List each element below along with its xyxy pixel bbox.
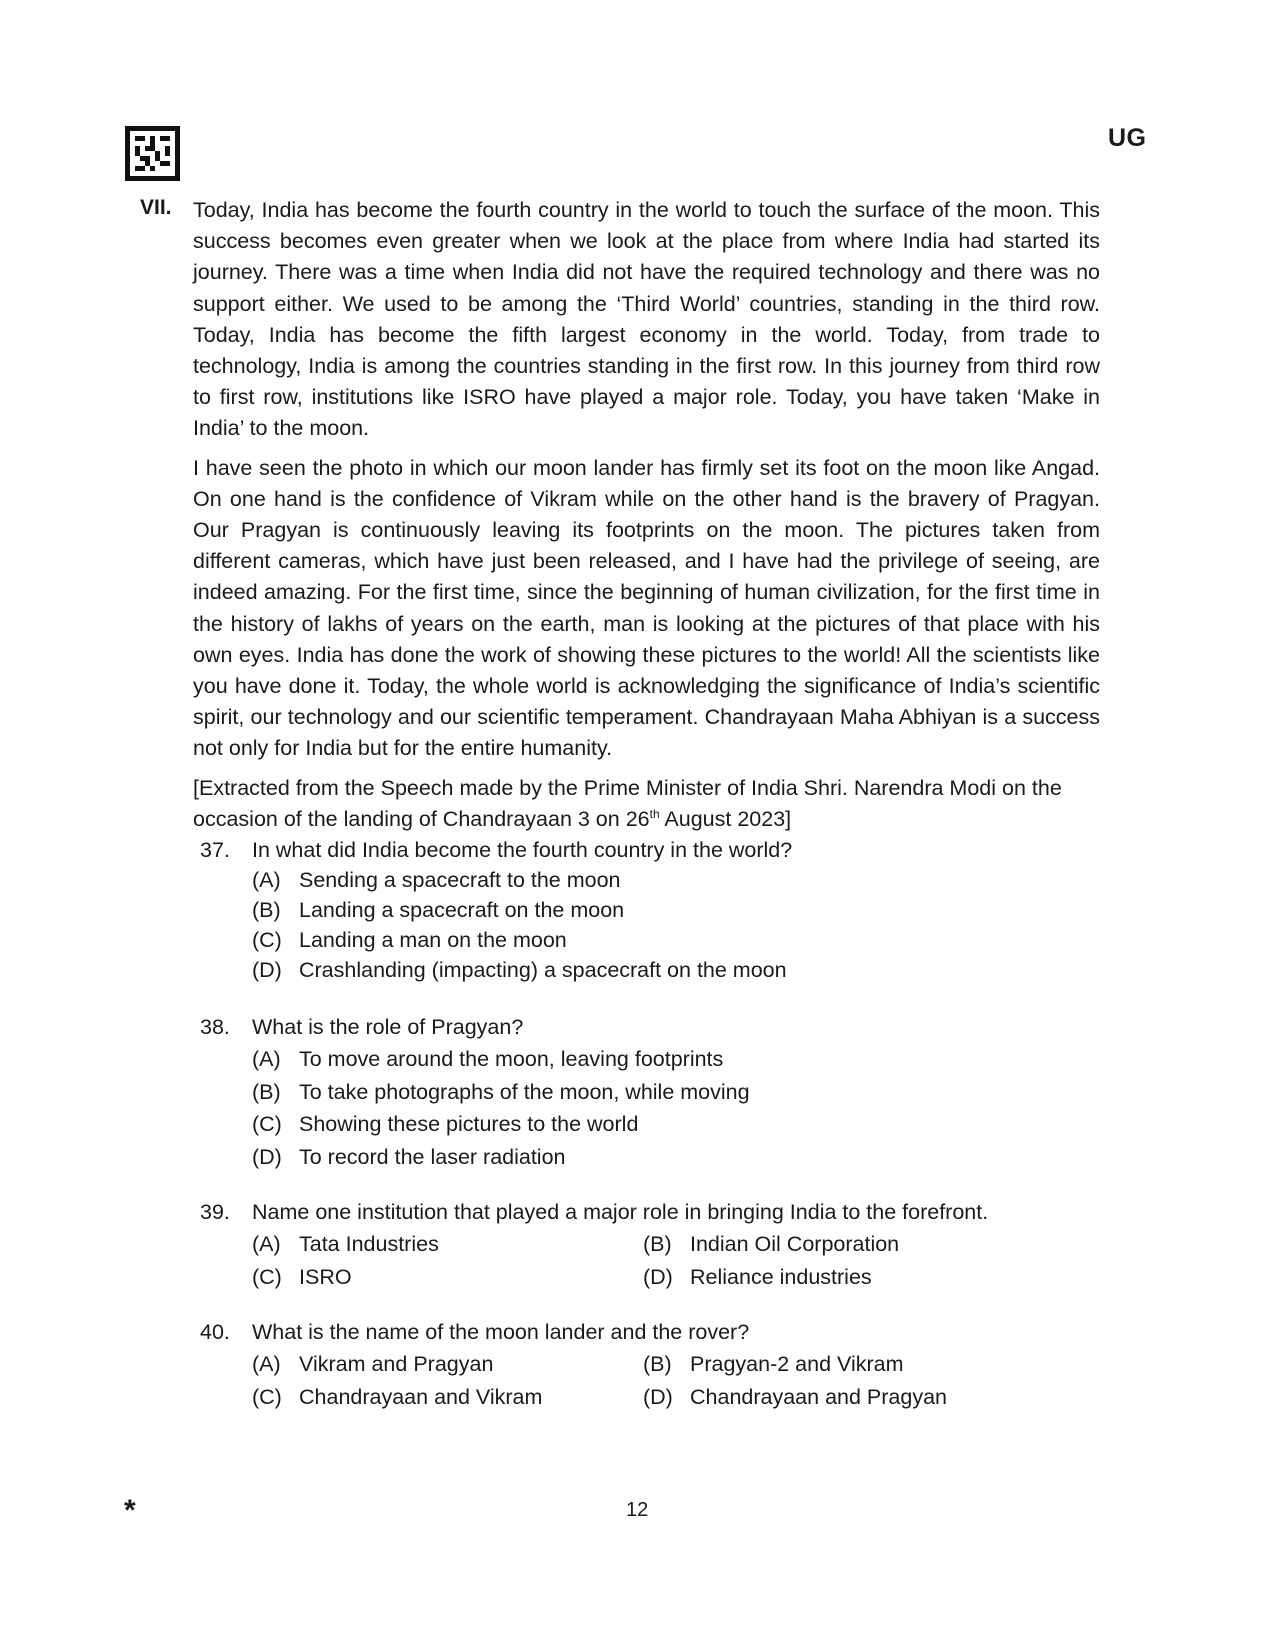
option-text: Indian Oil Corporation	[690, 1232, 900, 1256]
option-text: Crashlanding (impacting) a spacecraft on the moon	[299, 958, 787, 982]
option-text: To move around the moon, leaving footprints	[299, 1047, 724, 1071]
reading-passage	[193, 195, 1100, 843]
option-label: (C)	[252, 928, 282, 952]
option-text: Showing these pictures to the world	[299, 1112, 639, 1136]
option	[252, 1112, 638, 1137]
page-number: 12	[626, 1499, 649, 1521]
source-text: [Extracted from the Speech made by the Prime Minister of India Shri. Narendra Modi on the occasion of the landing of Chandrayaan 3 on 26	[193, 775, 1062, 831]
option-label: (C)	[252, 1265, 282, 1289]
option-label: (D)	[643, 1265, 673, 1289]
option-label: (A)	[252, 1232, 281, 1256]
option	[252, 1080, 750, 1105]
passage-paragraph: I have seen the photo in which our moon lander has firmly set its foot on the moon like Angad. On one hand is the confidence of Vikram while on the other hand is the bravery of Pragyan. Our Pragyan is continuously leaving its footprints on the moon. The pictures taken from different cameras, which have just been released, and I have had the privilege of seeing, are indeed amazing. For the first time, since the beginning of human civilization, for the first time in the history of lakhs of years on the earth, man is looking at the pictures of that place with his own eyes. India has done the work of showing these pictures to the world! All the scientists like you have done it. Today, the whole world is acknowledging the significance of India’s scientific spirit, our technology and our scientific temperament. Chandrayaan Maha Abhiyan is a success not only for India but for the entire humanity.	[193, 455, 1100, 761]
question-number: 37.	[200, 838, 230, 862]
question-number: 38.	[200, 1015, 230, 1039]
option	[643, 1352, 904, 1377]
qr-code	[125, 126, 180, 181]
source-text-end: August 2023]	[659, 806, 792, 831]
option	[252, 868, 621, 893]
option-text: Reliance industries	[690, 1265, 872, 1289]
option-label: (C)	[252, 1112, 282, 1136]
option	[252, 1232, 439, 1257]
question-text: What is the role of Pragyan?	[252, 1015, 524, 1039]
option	[252, 1265, 352, 1290]
option-label: (B)	[252, 1080, 281, 1104]
series-code: UG	[1108, 124, 1147, 152]
option	[252, 958, 787, 983]
option	[643, 1232, 899, 1257]
footer-star: *	[124, 1494, 136, 1527]
option	[252, 1047, 723, 1072]
option-text: Landing a man on the moon	[299, 928, 567, 952]
option-label: (A)	[252, 1047, 281, 1071]
option-label: (B)	[643, 1232, 672, 1256]
option	[252, 928, 567, 953]
option-label: (D)	[252, 958, 282, 982]
option-text: Chandrayaan and Vikram	[299, 1385, 543, 1409]
question-text: Name one institution that played a major role in bringing India to the forefront.	[252, 1200, 989, 1224]
option-label: (C)	[252, 1385, 282, 1409]
question-number: 40.	[200, 1320, 230, 1344]
passage-paragraph: Today, India has become the fourth country in the world to touch the surface of the moon. This success becomes even greater when we look at the place from where India had started its journey. There was a time when India did not have the required technology and there was no support either. We used to be among the ‘Third World’ countries, standing in the third row. Today, India has become the fifth largest economy in the world. Today, from trade to technology, India is among the countries standing in the first row. In this journey from third row to first row, institutions like ISRO have played a major role. Today, you have taken ‘Make in India’ to the moon.	[193, 198, 1100, 441]
option	[252, 1385, 542, 1410]
option-label: (A)	[252, 1352, 281, 1376]
option-text: Tata Industries	[299, 1232, 439, 1256]
option	[643, 1265, 872, 1290]
option	[252, 1352, 493, 1377]
option-text: To take photographs of the moon, while moving	[299, 1080, 750, 1104]
option-text: ISRO	[299, 1265, 352, 1289]
source-superscript: th	[649, 806, 660, 821]
question-number: 39.	[200, 1200, 230, 1224]
option-text: Chandrayaan and Pragyan	[690, 1385, 947, 1409]
option-text: Pragyan-2 and Vikram	[690, 1352, 904, 1376]
option-label: (A)	[252, 868, 281, 892]
option-label: (D)	[643, 1385, 673, 1409]
question-text: In what did India become the fourth country in the world?	[252, 838, 793, 862]
option	[643, 1385, 947, 1410]
option-text: To record the laser radiation	[299, 1145, 566, 1169]
option	[252, 1145, 566, 1170]
option-label: (B)	[643, 1352, 672, 1376]
section-number: VII.	[140, 196, 172, 219]
option-text: Landing a spacecraft on the moon	[299, 898, 625, 922]
question-text: What is the name of the moon lander and the rover?	[252, 1320, 750, 1344]
option-text: Vikram and Pragyan	[299, 1352, 494, 1376]
option-label: (B)	[252, 898, 281, 922]
passage-source	[193, 773, 1100, 835]
option-label: (D)	[252, 1145, 282, 1169]
option-text: Sending a spacecraft to the moon	[299, 868, 621, 892]
option	[252, 898, 624, 923]
